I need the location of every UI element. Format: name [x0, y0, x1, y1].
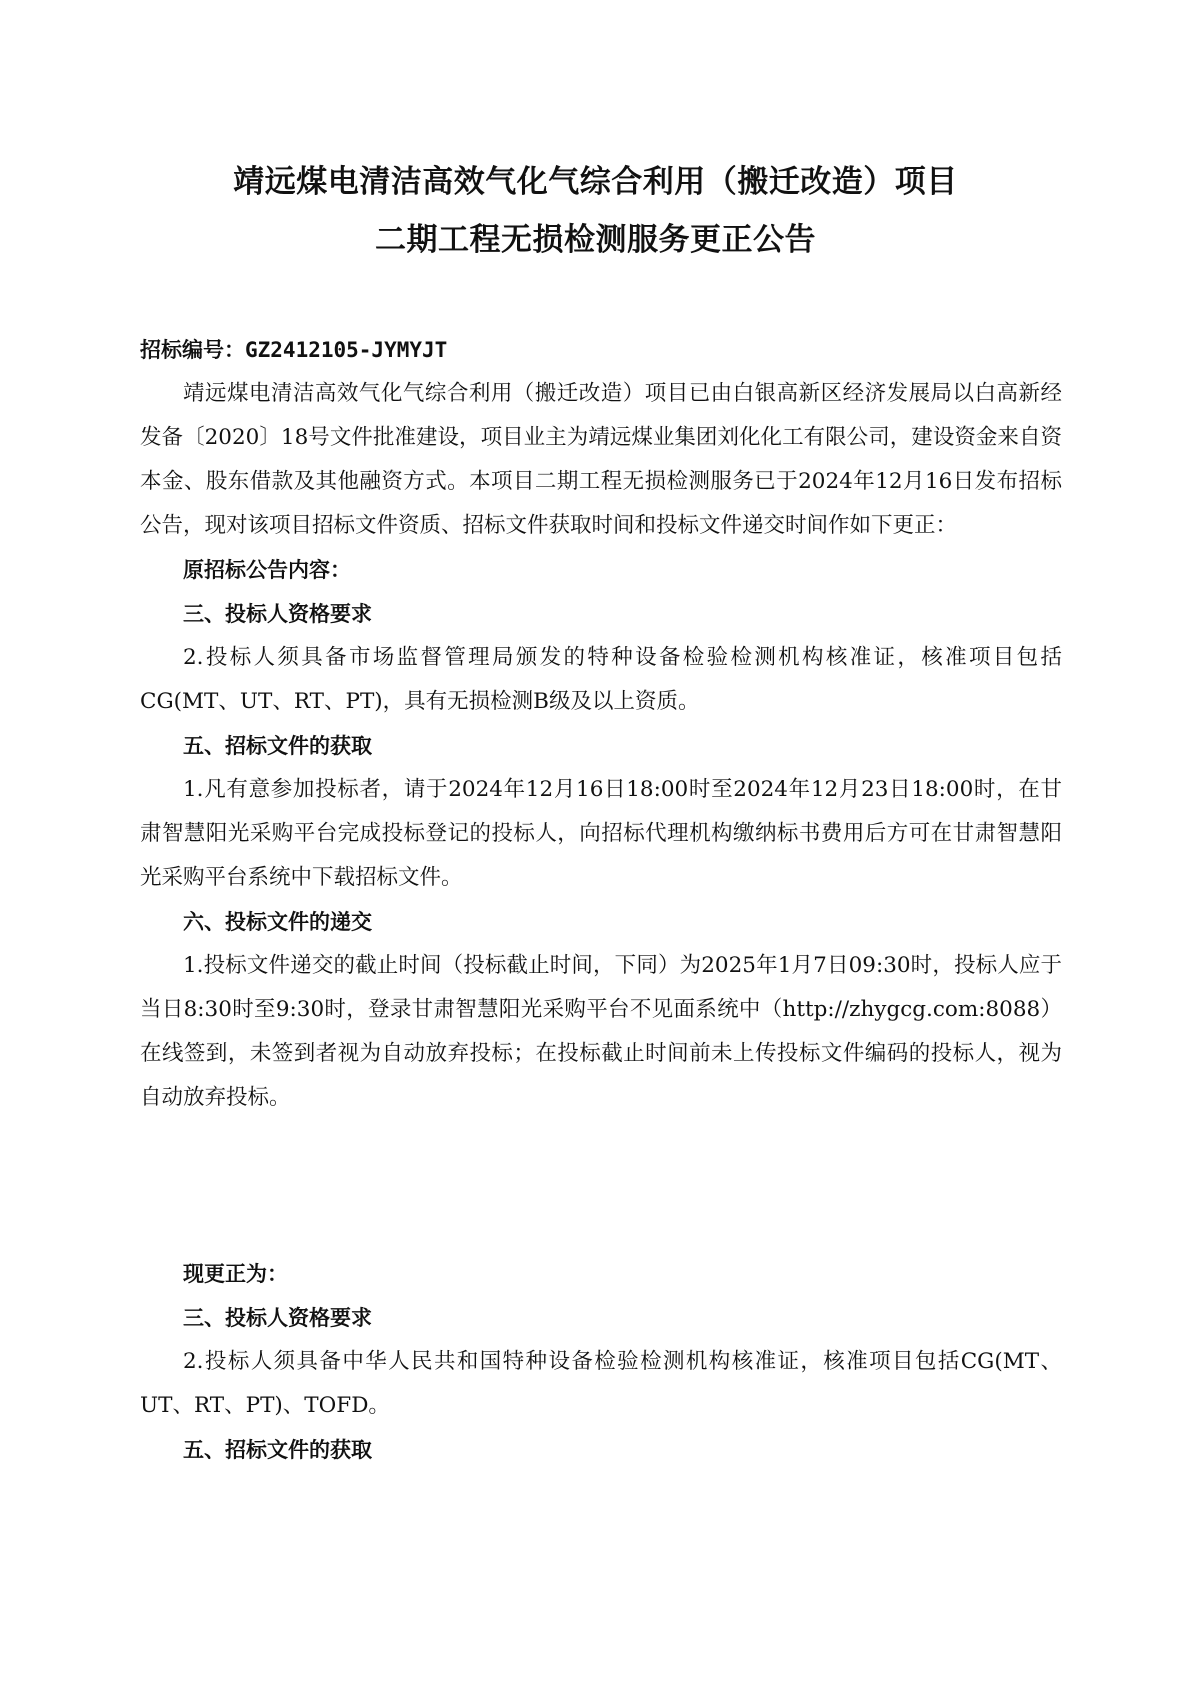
document-body	[140, 328, 1062, 1472]
original-section3-item: 2.投标人须具备市场监督管理局颁发的特种设备检验检测机构核准证，核准项目包括CG(MT、UT、RT、PT)，具有无损检测B级及以上资质。	[140, 645, 1062, 714]
corrected-section3-heading: 三、投标人资格要求	[183, 1306, 372, 1330]
document-title-line1: 靖远煤电清洁高效气化气综合利用（搬迁改造）项目	[233, 164, 958, 200]
section-spacer	[140, 1120, 1062, 1252]
bid-code-value: GZ2412105-JYMYJT	[245, 338, 448, 362]
original-section5-heading: 五、招标文件的获取	[183, 734, 372, 758]
original-announcement-heading: 原招标公告内容：	[183, 558, 351, 582]
original-section6-item: 1.投标文件递交的截止时间（投标截止时间，下同）为2025年1月7日09:30时，投标人应于当日8:30时至9:30时，登录甘肃智慧阳光采购平台不见面系统中（http://zhygcg.com:8088）在线签到，未签到者视为自动放弃投标；在投标截止时间前未上传投标文件编码的投标人，视为自动放弃投标。	[140, 953, 1062, 1110]
corrected-heading: 现更正为：	[183, 1262, 288, 1286]
original-section6-heading: 六、投标文件的递交	[183, 910, 372, 934]
bid-code-line	[140, 328, 1062, 372]
original-section5-item: 1.凡有意参加投标者，请于2024年12月16日18:00时至2024年12月23日18:00时，在甘肃智慧阳光采购平台完成投标登记的投标人，向招标代理机构缴纳标书费用后方可在甘肃智慧阳光采购平台系统中下载招标文件。	[140, 777, 1062, 890]
bid-code-label: 招标编号：	[140, 338, 245, 362]
intro-paragraph: 靖远煤电清洁高效气化气综合利用（搬迁改造）项目已由白银高新区经济发展局以白高新经发备〔2020〕18号文件批准建设，项目业主为靖远煤业集团刘化化工有限公司，建设资金来自资本金、股东借款及其他融资方式。本项目二期工程无损检测服务已于2024年12月16日发布招标公告，现对该项目招标文件资质、招标文件获取时间和投标文件递交时间作如下更正：	[140, 381, 1062, 538]
original-section3-heading: 三、投标人资格要求	[183, 602, 372, 626]
corrected-section5-heading: 五、招标文件的获取	[183, 1438, 372, 1462]
document-title-line2: 二期工程无损检测服务更正公告	[375, 222, 816, 258]
corrected-section3-item: 2.投标人须具备中华人民共和国特种设备检验检测机构核准证，核准项目包括CG(MT、UT、RT、PT)、TOFD。	[140, 1349, 1062, 1418]
